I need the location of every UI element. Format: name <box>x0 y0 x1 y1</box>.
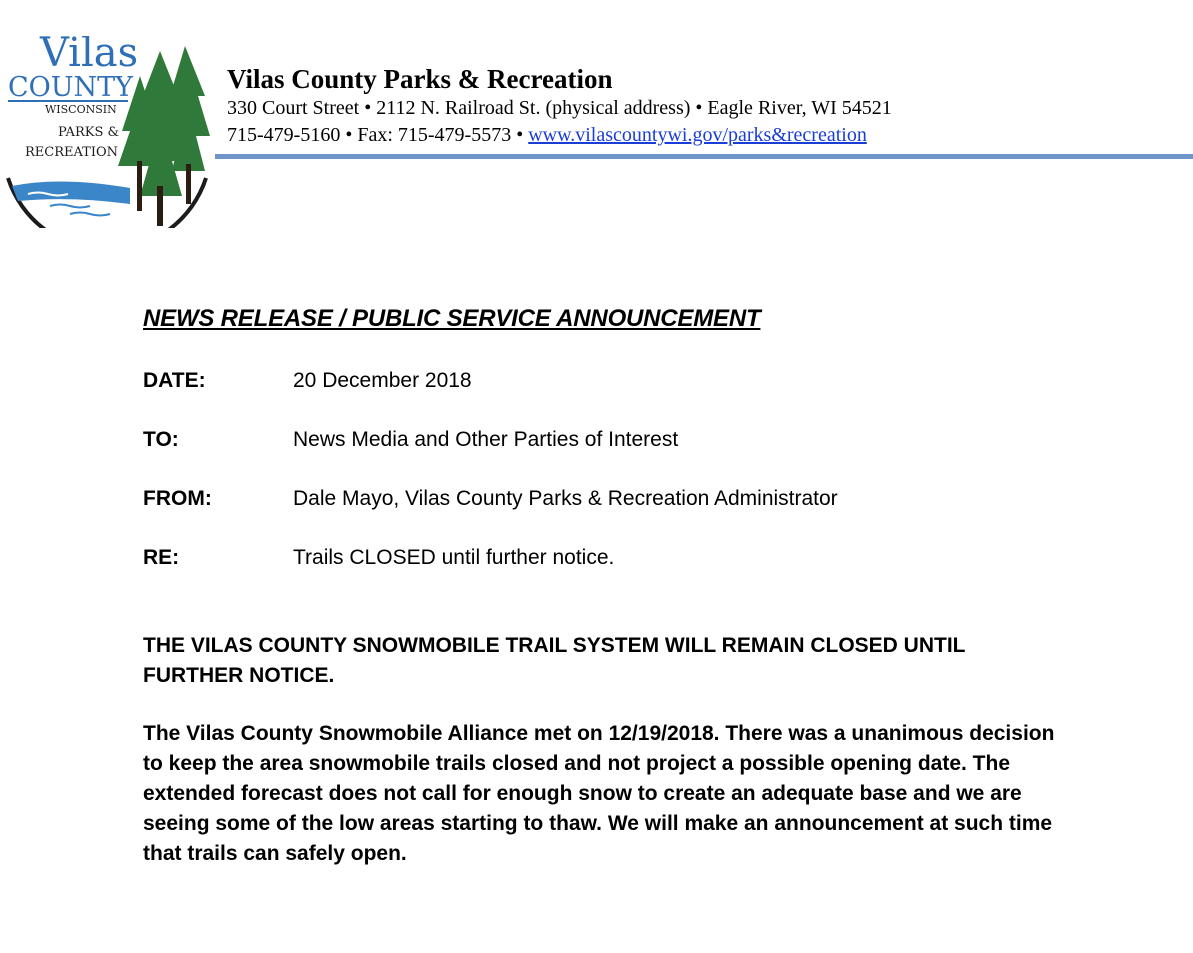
closure-statement: THE VILAS COUNTY SNOWMOBILE TRAIL SYSTEM WILL REMAIN CLOSED UNTIL FURTHER NOTICE. <box>143 634 966 687</box>
memo-label: RE: <box>143 546 180 569</box>
logo-dept-line1: PARKS & <box>58 125 120 140</box>
logo-state: WISCONSIN <box>45 103 117 116</box>
logo-dept-line2: RECREATION <box>25 145 119 160</box>
alliance-paragraph: The Vilas County Snowmobile Alliance met on 12/19/2018. There was a unanimous decision to keep the area snowmobile trails closed and not project a possible opening date. The extended forecast does not call for enough snow to create an adequate base and we are seeing some of the low areas starting to thaw. We will make an announcement at such time that trails can safely open. <box>143 722 1055 865</box>
logo-name-line1: Vilas <box>40 36 139 76</box>
memo-value: News Media and Other Parties of Interest <box>293 428 679 451</box>
memo-label: DATE: <box>143 369 206 392</box>
logo-name-line2: COUNTY <box>8 72 134 103</box>
org-address: 330 Court Street • 2112 N. Railroad St. (physical address) • Eagle River, WI 54521 <box>227 97 892 119</box>
letterhead <box>227 63 892 149</box>
memo-label: TO: <box>143 428 179 451</box>
org-name: Vilas County Parks & Recreation <box>227 64 613 94</box>
memo-value: Dale Mayo, Vilas County Parks & Recreation Administrator <box>293 487 838 510</box>
header-rule <box>215 154 1193 159</box>
vilas-county-logo <box>0 36 215 228</box>
website-link[interactable]: www.vilascountywi.gov/parks&recreation <box>528 124 867 146</box>
org-phone-fax: 715-479-5160 • Fax: 715-479-5573 • <box>227 124 529 146</box>
memo-value: Trails CLOSED until further notice. <box>293 546 615 569</box>
pine-trees-lake-logo-icon <box>0 36 215 228</box>
memo-value: 20 December 2018 <box>293 369 472 392</box>
memo-label: FROM: <box>143 487 212 510</box>
release-headline: NEWS RELEASE / PUBLIC SERVICE ANNOUNCEMENT <box>143 305 761 332</box>
org-contact <box>227 122 892 149</box>
